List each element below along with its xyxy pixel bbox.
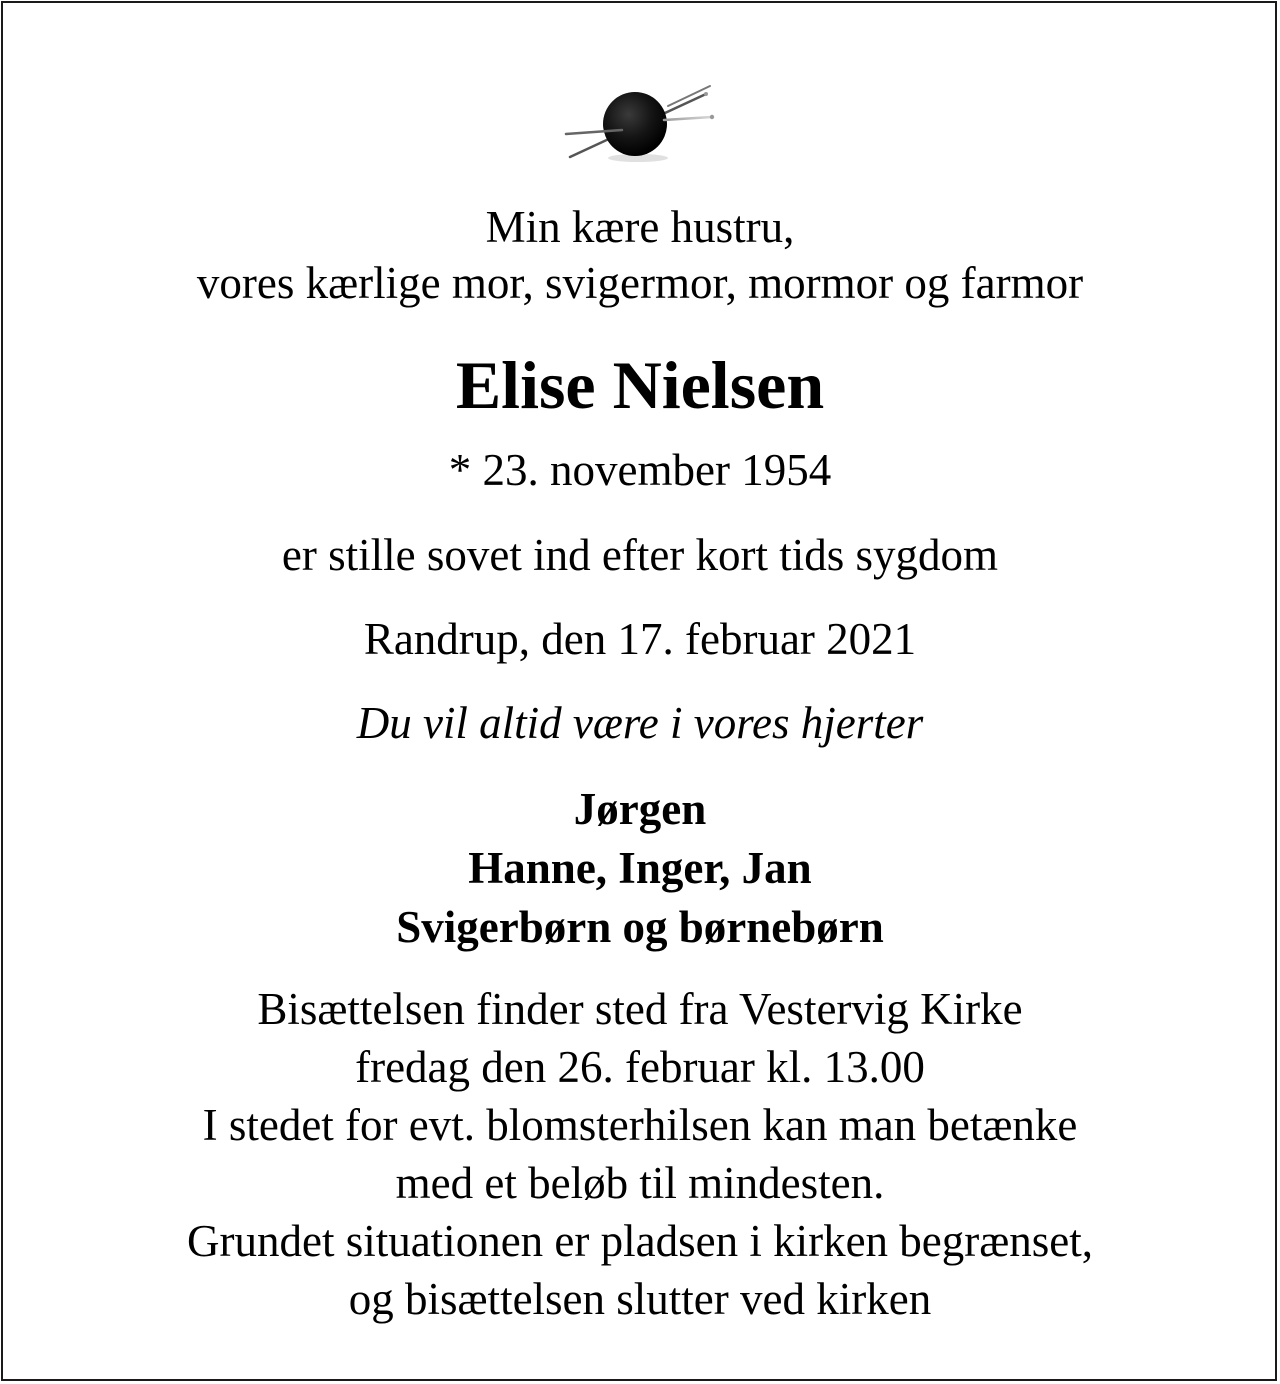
service-line-6: og bisættelsen slutter ved kirken xyxy=(348,1274,932,1324)
birth-date: * 23. november 1954 xyxy=(448,445,832,495)
service-line-1: Bisættelsen finder sted fra Vestervig Kirke xyxy=(257,984,1023,1034)
family-line-2: Hanne, Inger, Jan xyxy=(468,843,812,893)
passing-statement: er stille sovet ind efter kort tids sygdom xyxy=(281,530,999,580)
intro-line-1: Min kære hustru, xyxy=(485,202,795,252)
intro-line-2: vores kærlige mor, svigermor, mormor og farmor xyxy=(196,258,1084,308)
service-line-3: I stedet for evt. blomsterhilsen kan man betænke xyxy=(202,1100,1078,1150)
yarn-ball-with-knitting-needles-icon xyxy=(560,62,720,170)
family-line-3: Svigerbørn og børnebørn xyxy=(396,902,884,952)
family-line-1: Jørgen xyxy=(573,784,707,834)
deceased-name: Elise Nielsen xyxy=(455,347,825,423)
service-line-4: med et beløb til mindesten. xyxy=(395,1158,885,1208)
place-and-date: Randrup, den 17. februar 2021 xyxy=(363,614,917,664)
service-line-5: Grundet situationen er pladsen i kirken begrænset, xyxy=(186,1216,1094,1266)
epitaph: Du vil altid være i vores hjerter xyxy=(356,698,924,748)
service-line-2: fredag den 26. februar kl. 13.00 xyxy=(355,1042,925,1092)
